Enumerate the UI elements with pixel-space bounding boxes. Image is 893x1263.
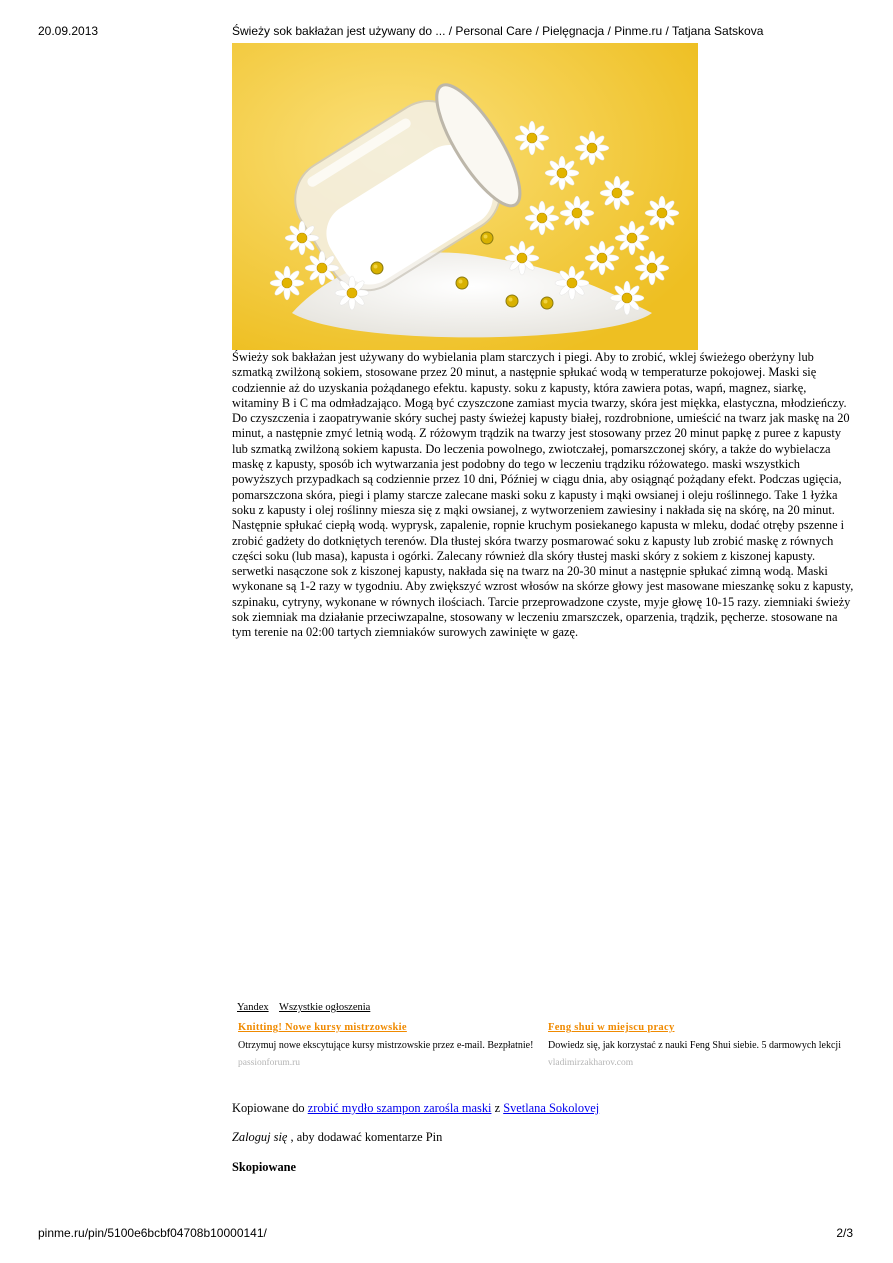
all-ads-link[interactable]: Wszystkie ogłoszenia xyxy=(279,1002,371,1013)
login-prompt xyxy=(232,1130,442,1145)
ad-text: Otrzymuj nowe ekscytujące kursy mistrzowskie przez e-mail. Bezpłatnie! xyxy=(238,1040,534,1051)
ad-item[interactable] xyxy=(238,1022,538,1068)
ad-text: Dowiedz się, jak korzystać z nauki Feng Shui siebie. 5 darmowych lekcji xyxy=(548,1040,841,1051)
ad-title-link[interactable]: Feng shui w miejscu pracy xyxy=(548,1022,675,1033)
ad-title-link[interactable]: Knitting! Nowe kursy mistrzowskie xyxy=(238,1022,407,1033)
footer-page-number: 2/3 xyxy=(836,1226,853,1240)
print-date: 20.09.2013 xyxy=(38,24,99,38)
article-body xyxy=(232,350,854,641)
ad-item[interactable] xyxy=(548,1022,848,1068)
footer-url: pinme.ru/pin/5100e6bcbf04708b10000141/ xyxy=(38,1226,267,1240)
copied-to-line xyxy=(232,1101,599,1116)
copied-prefix: Kopiowane do xyxy=(232,1101,305,1115)
copied-middle: z xyxy=(494,1101,501,1115)
article-text: Świeży sok bakłażan jest używany do wybielania plam starczych i piegi. Aby to zrobić, wklej świeżego oberżyny lub szmatką zwilżoną sokiem, stosowane przez 20 minut, a następnie spłukać wodą w temperaturze pokojowej. Maski się codziennie aż do uzyskania pożądanego efektu. kapusty. soku z kapusty, która zawiera potas, wapń, magnez, siarkę, witaminy B i C ma odmładzająco. Mogą być czyszczone zamiast mycia twarzy, skóra jest miękka, elastyczna, młodzieńczy. Do czyszczenia i zaopatrywanie skóry suchej pasty świeżej kapusty białej, rozdrobnione, umieścić na twarz jak maskę na 20 minut, a następnie zmyć letnią wodą. Z różowym trądzik na twarzy jest stosowany przez 20 minut papkę z puree z kapusty lub szmatką zwilżoną sokiem kapusta. Do leczenia powolnego, zwiotczałej, pomarszczonej skóry, a także do wybielacza maskę z kapusty, sposób ich wytwarzania jest podobny do tego w leczeniu trądziku różowatego. maski wszystkich powyższych przypadkach są codziennie przez 10 dni, Później w ciągu dnia, aby osiągnąć pożądany efekt. Podczas ugięcia, pomarszczona skóra, piegi i plamy starcze zalecane maski soku z kapusty i mąki owsianej i oleju roślinnego. Take 1 łyżka soku z kapusty i olej roślinny miesza się z mąki owsianej, z wytworzeniem zawiesiny i nakłada się na skórę, na 20 minut. Następnie spłukać ciepłą wodą. wyprysk, zapalenie, ropnie kruchym posiekanego kapusta w mleku, dodać otręby pszenne i zrobić gadżety do dotkniętych terenów. Dla tłustej skóra twarzy posmarować soku z kapusty lub zrobić maskę z równych części soku (lub masa), kapusta i ogórki. Zalecany również dla skóry tłustej maski skóry z sokiem z kiszonej kapusty. serwetki nasączone sok z kiszonej kapusty, nakłada się na twarz na 20-30 minut a następnie spłukać zimną wodą. Maski wykonane są 1-2 razy w tygodniu. Aby zwiększyć wzrost włosów na skórze głowy jest masowane mieszankę soku z kapusty, szpinaku, cytryny, wykonane w równych ilościach. Tarcie przeprowadzone czyste, myje głowę 10-15 razy. ziemniaki świeży sok ziemniak ma działanie przeciwzapalne, stosowany w leczeniu zmarszczek, oparzenia, trądzik, pęcherze. stosowane na tym terenie na 02:00 tartych ziemniaków surowych zawinięte w gazę. xyxy=(232,350,854,640)
pin-photo xyxy=(232,43,698,350)
ads-header xyxy=(237,1002,378,1013)
board-link[interactable]: zrobić mydło szampon zarośla maski xyxy=(307,1101,492,1115)
login-rest: , aby dodawać komentarze Pin xyxy=(290,1130,443,1144)
ad-domain: passionforum.ru xyxy=(238,1058,301,1068)
user-link[interactable]: Svetlana Sokolovej xyxy=(503,1101,600,1115)
section-heading: Skopiowane xyxy=(232,1160,297,1174)
page-title: Świeży sok bakłażan jest używany do ... / Personal Care / Pielęgnacja / Pinme.ru / Tatjana Satskova xyxy=(232,24,764,38)
ad-domain: vladimirzakharov.com xyxy=(548,1058,634,1068)
login-link[interactable]: Zaloguj się xyxy=(232,1130,288,1144)
yandex-link[interactable]: Yandex xyxy=(237,1002,269,1013)
